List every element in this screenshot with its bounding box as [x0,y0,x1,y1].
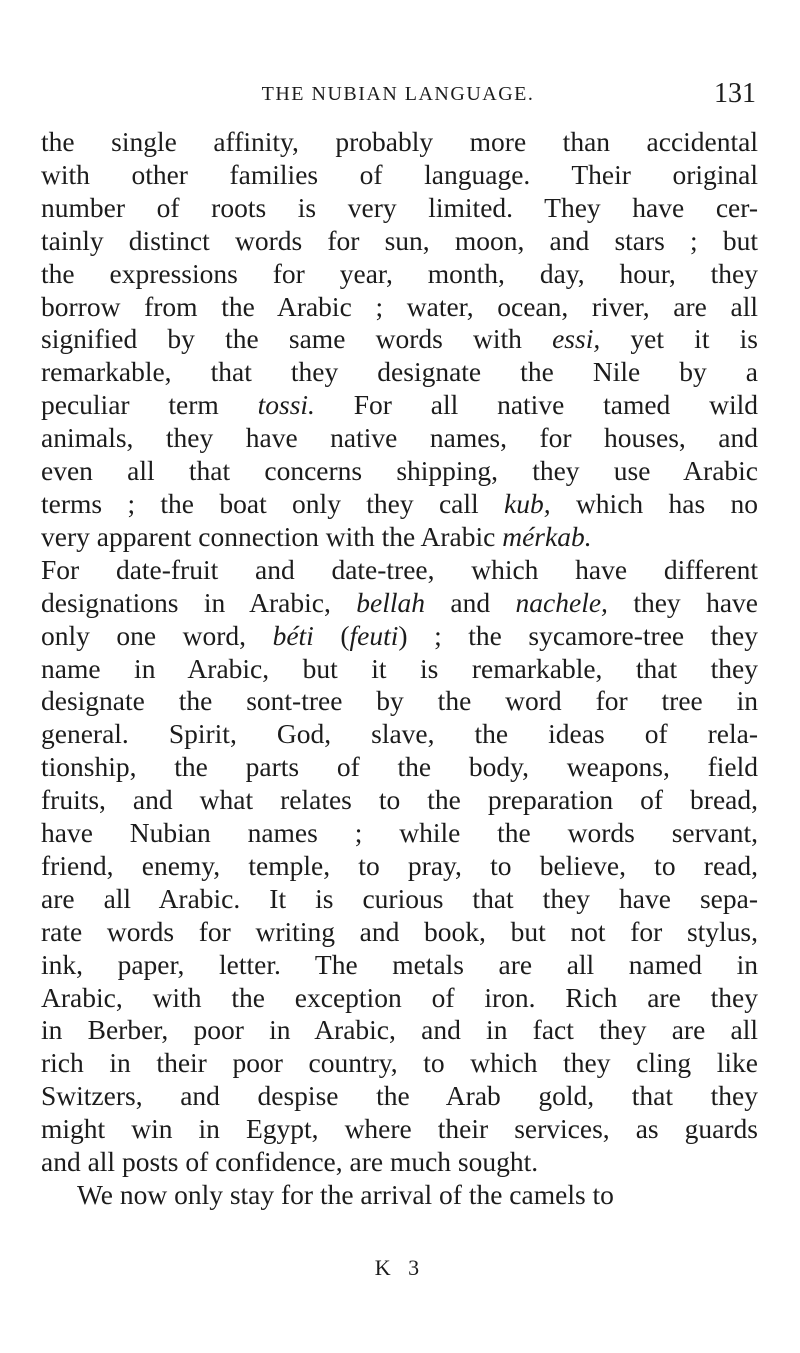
text-line [41,455,758,488]
text-run: peculiar term [41,389,258,421]
text-line [41,488,758,521]
text-run: For all native tamed wild [314,389,759,421]
text-run: which has no [550,487,758,519]
italic-term: mérkab. [502,520,592,552]
text-line [41,982,758,1015]
text-run: designate the sont-tree by the word for tree in [41,685,758,717]
text-run: tainly distinct words for sun, moon, and stars ; but [41,224,758,256]
body-text [41,126,758,1212]
text-line [41,817,758,850]
text-run: Arabic, with the exception of iron. Rich are they [41,981,758,1013]
text-run: terms ; the boat only they call [41,487,505,519]
text-line [41,323,758,356]
text-line [41,916,758,949]
text-line [41,620,758,653]
text-run: in Berber, poor in Arabic, and in fact they are all [41,1014,758,1046]
text-run: tionship, the parts of the body, weapons, field [41,751,758,783]
text-line [41,850,758,883]
text-line [41,949,758,982]
text-line [41,653,758,686]
text-line [41,1047,758,1080]
text-run: ink, paper, letter. The metals are all named in [41,948,758,980]
text-line [41,1014,758,1047]
text-run: We now only stay for the arrival of the camels to [77,1179,614,1210]
text-line [41,1179,758,1212]
page-header [40,76,756,112]
italic-term: feuti [349,619,399,651]
text-run: only one word, [41,619,273,651]
text-run: are all Arabic. It is curious that they have sepa- [41,882,758,914]
text-run: designations in Arabic, [41,586,357,618]
text-line [41,225,758,258]
text-run: number of roots is very limited. They have cer- [41,191,758,223]
text-line [41,521,758,554]
text-line [41,784,758,817]
running-title: THE NUBIAN LANGUAGE. [261,83,535,105]
text-run: remarkable, that they designate the Nile by a [41,356,758,388]
text-line [41,389,758,422]
text-line [41,554,758,587]
italic-term: bellah [356,586,426,618]
text-run: friend, enemy, temple, to pray, to believe, to read, [41,849,758,881]
text-line [41,422,758,455]
text-line [41,718,758,751]
italic-term: tossi. [257,389,315,421]
text-run: yet it is [600,323,758,355]
text-run: have Nubian names ; while the words servant, [41,817,758,849]
text-run: animals, they have native names, for houses, and [41,422,758,454]
text-run: they have [607,586,758,618]
text-run: very apparent connection with the Arabic [41,520,503,552]
text-run: general. Spirit, God, slave, the ideas of rela- [41,718,758,750]
text-line [41,356,758,389]
text-line [41,883,758,916]
text-run: with other families of language. Their original [41,158,758,190]
text-line [41,1080,758,1113]
italic-term: nachele, [515,586,608,618]
text-run: ( [313,619,350,651]
text-run: rate words for writing and book, but not for stylus, [41,915,758,947]
text-line [41,159,758,192]
page-number: 131 [714,78,756,109]
italic-term: béti [272,619,314,651]
text-run: fruits, and what relates to the preparation of bread, [41,784,758,816]
text-line [41,1113,758,1146]
text-run: ) ; the sycamore-tree they [398,619,758,651]
italic-term: kub, [504,487,551,519]
text-line [41,751,758,784]
text-line [41,192,758,225]
signature-mark: K 3 [374,1255,426,1280]
text-line [41,587,758,620]
text-run: the expressions for year, month, day, hour, they [41,257,758,289]
text-run: and all posts of confidence, are much sought. [41,1146,539,1178]
italic-term: essi, [552,323,601,355]
text-run: signified by the same words with [41,323,553,355]
text-line [41,1146,758,1179]
text-run: For date-fruit and date-tree, which have different [41,553,758,585]
text-run: the single affinity, probably more than accidental [41,126,758,157]
text-line [41,291,758,324]
text-run: Switzers, and despise the Arab gold, that they [41,1080,758,1112]
text-line [41,126,758,159]
text-run: and [425,586,516,618]
text-run: might win in Egypt, where their services, as guards [41,1113,758,1145]
text-line [41,685,758,718]
text-line [41,258,758,291]
text-run: even all that concerns shipping, they use Arabic [41,455,758,487]
text-run: name in Arabic, but it is remarkable, that they [41,652,758,684]
text-run: borrow from the Arabic ; water, ocean, river, are all [41,290,758,322]
text-run: rich in their poor country, to which they cling like [41,1047,758,1079]
